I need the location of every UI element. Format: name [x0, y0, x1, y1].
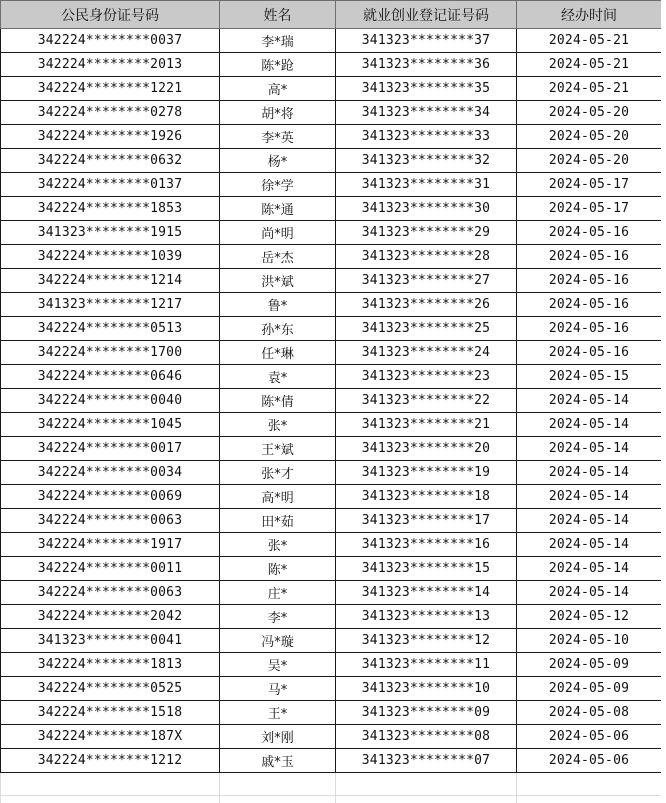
registration-number-cell[interactable]: 341323********22	[336, 389, 517, 413]
registration-number-cell[interactable]: 341323********12	[336, 629, 517, 653]
header-processing-date[interactable]: 经办时间	[517, 1, 662, 29]
table-row	[1, 653, 662, 677]
id-number-cell[interactable]: 342224********0069	[1, 485, 220, 509]
registration-number-cell[interactable]: 341323********21	[336, 413, 517, 437]
registration-number-cell[interactable]: 341323********20	[336, 437, 517, 461]
name-cell[interactable]: 张*	[220, 413, 336, 437]
name-cell[interactable]: 王*斌	[220, 437, 336, 461]
header-row	[1, 1, 662, 29]
processing-date-cell[interactable]: 2024-05-14	[517, 437, 662, 461]
id-number-cell[interactable]: 341323********0041	[1, 629, 220, 653]
id-number-cell[interactable]: 342224********0063	[1, 509, 220, 533]
id-number-cell[interactable]: 342224********2042	[1, 605, 220, 629]
name-cell[interactable]: 胡*将	[220, 101, 336, 125]
empty-row	[1, 773, 662, 796]
registration-number-cell[interactable]: 341323********13	[336, 605, 517, 629]
table-row	[1, 437, 662, 461]
id-number-cell[interactable]: 342224********1700	[1, 341, 220, 365]
table-row	[1, 509, 662, 533]
table-row	[1, 245, 662, 269]
empty-cell[interactable]	[517, 796, 662, 803]
processing-date-cell[interactable]: 2024-05-14	[517, 533, 662, 557]
id-number-cell[interactable]: 341323********1217	[1, 293, 220, 317]
registration-number-cell[interactable]: 341323********18	[336, 485, 517, 509]
id-number-cell[interactable]: 342224********1813	[1, 653, 220, 677]
registration-number-cell[interactable]: 341323********19	[336, 461, 517, 485]
registration-number-cell[interactable]: 341323********26	[336, 293, 517, 317]
processing-date-cell[interactable]: 2024-05-16	[517, 245, 662, 269]
id-number-cell[interactable]: 342224********1917	[1, 533, 220, 557]
processing-date-cell[interactable]: 2024-05-10	[517, 629, 662, 653]
name-cell[interactable]: 高*明	[220, 485, 336, 509]
table-row	[1, 485, 662, 509]
id-number-cell[interactable]: 342224********1221	[1, 77, 220, 101]
table-body	[1, 29, 662, 803]
name-cell[interactable]: 孙*东	[220, 317, 336, 341]
registration-number-cell[interactable]: 341323********09	[336, 701, 517, 725]
table-row	[1, 749, 662, 773]
processing-date-cell[interactable]: 2024-05-16	[517, 341, 662, 365]
table-row	[1, 413, 662, 437]
name-cell[interactable]: 庄*	[220, 581, 336, 605]
table-row	[1, 557, 662, 581]
table-row	[1, 149, 662, 173]
processing-date-cell[interactable]: 2024-05-17	[517, 173, 662, 197]
processing-date-cell[interactable]: 2024-05-16	[517, 221, 662, 245]
table-row	[1, 197, 662, 221]
registration-number-cell[interactable]: 341323********17	[336, 509, 517, 533]
empty-cell[interactable]	[336, 773, 517, 796]
id-number-cell[interactable]: 342224********0034	[1, 461, 220, 485]
registration-number-cell[interactable]: 341323********11	[336, 653, 517, 677]
processing-date-cell[interactable]: 2024-05-21	[517, 53, 662, 77]
registration-number-cell[interactable]: 341323********25	[336, 317, 517, 341]
id-number-cell[interactable]: 342224********1039	[1, 245, 220, 269]
registration-number-cell[interactable]: 341323********10	[336, 677, 517, 701]
name-cell[interactable]: 陈*倩	[220, 389, 336, 413]
name-cell[interactable]: 王*	[220, 701, 336, 725]
name-cell[interactable]: 杨*	[220, 149, 336, 173]
name-cell[interactable]: 吴*	[220, 653, 336, 677]
table-row	[1, 533, 662, 557]
processing-date-cell[interactable]: 2024-05-21	[517, 29, 662, 53]
processing-date-cell[interactable]: 2024-05-16	[517, 269, 662, 293]
name-cell[interactable]: 岳*杰	[220, 245, 336, 269]
empty-cell[interactable]	[517, 773, 662, 796]
registration-number-cell[interactable]: 341323********24	[336, 341, 517, 365]
id-number-cell[interactable]: 342224********0011	[1, 557, 220, 581]
name-cell[interactable]: 洪*斌	[220, 269, 336, 293]
processing-date-cell[interactable]: 2024-05-20	[517, 101, 662, 125]
processing-date-cell[interactable]: 2024-05-14	[517, 509, 662, 533]
table-row	[1, 365, 662, 389]
registration-number-cell[interactable]: 341323********14	[336, 581, 517, 605]
table-row	[1, 293, 662, 317]
registration-number-cell[interactable]: 341323********34	[336, 101, 517, 125]
empty-cell[interactable]	[336, 796, 517, 803]
name-cell[interactable]: 徐*学	[220, 173, 336, 197]
table-row	[1, 605, 662, 629]
name-cell[interactable]: 李*	[220, 605, 336, 629]
registration-number-cell[interactable]: 341323********15	[336, 557, 517, 581]
registration-number-cell[interactable]: 341323********27	[336, 269, 517, 293]
table-row	[1, 77, 662, 101]
header-id-number[interactable]: 公民身份证号码	[1, 1, 220, 29]
table-row	[1, 317, 662, 341]
id-number-cell[interactable]: 342224********2013	[1, 53, 220, 77]
table-row	[1, 101, 662, 125]
processing-date-cell[interactable]: 2024-05-20	[517, 125, 662, 149]
id-number-cell[interactable]: 342224********1212	[1, 749, 220, 773]
registration-number-cell[interactable]: 341323********30	[336, 197, 517, 221]
table-row	[1, 725, 662, 749]
name-cell[interactable]: 李*英	[220, 125, 336, 149]
processing-date-cell[interactable]: 2024-05-14	[517, 413, 662, 437]
empty-cell[interactable]	[220, 796, 336, 803]
id-number-cell[interactable]: 342224********0063	[1, 581, 220, 605]
name-cell[interactable]: 任*琳	[220, 341, 336, 365]
registration-number-cell[interactable]: 341323********28	[336, 245, 517, 269]
id-number-cell[interactable]: 342224********1518	[1, 701, 220, 725]
empty-cell[interactable]	[1, 773, 220, 796]
registration-number-cell[interactable]: 341323********07	[336, 749, 517, 773]
table-row	[1, 221, 662, 245]
id-number-cell[interactable]: 342224********0037	[1, 29, 220, 53]
processing-date-cell[interactable]: 2024-05-14	[517, 485, 662, 509]
id-number-cell[interactable]: 342224********187X	[1, 725, 220, 749]
id-number-cell[interactable]: 342224********0137	[1, 173, 220, 197]
processing-date-cell[interactable]: 2024-05-12	[517, 605, 662, 629]
table-row	[1, 269, 662, 293]
name-cell[interactable]: 尚*明	[220, 221, 336, 245]
id-number-cell[interactable]: 342224********1853	[1, 197, 220, 221]
id-number-cell[interactable]: 342224********1214	[1, 269, 220, 293]
name-cell[interactable]: 陈*跄	[220, 53, 336, 77]
name-cell[interactable]: 刘*刚	[220, 725, 336, 749]
registration-number-cell[interactable]: 341323********37	[336, 29, 517, 53]
processing-date-cell[interactable]: 2024-05-16	[517, 317, 662, 341]
name-cell[interactable]: 田*茹	[220, 509, 336, 533]
id-number-cell[interactable]: 342224********0040	[1, 389, 220, 413]
processing-date-cell[interactable]: 2024-05-09	[517, 653, 662, 677]
processing-date-cell[interactable]: 2024-05-14	[517, 461, 662, 485]
id-number-cell[interactable]: 342224********0646	[1, 365, 220, 389]
sheet-edge	[661, 0, 666, 803]
empty-row	[1, 796, 662, 803]
processing-date-cell[interactable]: 2024-05-17	[517, 197, 662, 221]
name-cell[interactable]: 高*	[220, 77, 336, 101]
id-number-cell[interactable]: 342224********0017	[1, 437, 220, 461]
id-number-cell[interactable]: 342224********0525	[1, 677, 220, 701]
registration-number-cell[interactable]: 341323********32	[336, 149, 517, 173]
id-number-cell[interactable]: 342224********0632	[1, 149, 220, 173]
registration-number-cell[interactable]: 341323********33	[336, 125, 517, 149]
name-cell[interactable]: 陈*通	[220, 197, 336, 221]
name-cell[interactable]: 李*瑞	[220, 29, 336, 53]
name-cell[interactable]: 鲁*	[220, 293, 336, 317]
name-cell[interactable]: 陈*	[220, 557, 336, 581]
table-row	[1, 29, 662, 53]
processing-date-cell[interactable]: 2024-05-09	[517, 677, 662, 701]
name-cell[interactable]: 张*	[220, 533, 336, 557]
id-number-cell[interactable]: 341323********1915	[1, 221, 220, 245]
registration-number-cell[interactable]: 341323********36	[336, 53, 517, 77]
table-row	[1, 125, 662, 149]
table-row	[1, 581, 662, 605]
registration-number-cell[interactable]: 341323********16	[336, 533, 517, 557]
table-row	[1, 53, 662, 77]
name-cell[interactable]: 马*	[220, 677, 336, 701]
registration-number-cell[interactable]: 341323********35	[336, 77, 517, 101]
table-row	[1, 173, 662, 197]
id-number-cell[interactable]: 342224********0278	[1, 101, 220, 125]
processing-date-cell[interactable]: 2024-05-14	[517, 557, 662, 581]
processing-date-cell[interactable]: 2024-05-21	[517, 77, 662, 101]
table-row	[1, 629, 662, 653]
registration-number-cell[interactable]: 341323********31	[336, 173, 517, 197]
processing-date-cell[interactable]: 2024-05-14	[517, 581, 662, 605]
registration-number-cell[interactable]: 341323********08	[336, 725, 517, 749]
registration-number-cell[interactable]: 341323********29	[336, 221, 517, 245]
table-row	[1, 701, 662, 725]
name-cell[interactable]: 袁*	[220, 365, 336, 389]
processing-date-cell[interactable]: 2024-05-15	[517, 365, 662, 389]
name-cell[interactable]: 冯*璇	[220, 629, 336, 653]
processing-date-cell[interactable]: 2024-05-14	[517, 389, 662, 413]
table-row	[1, 389, 662, 413]
table-row	[1, 677, 662, 701]
name-cell[interactable]: 张*才	[220, 461, 336, 485]
header-registration-number[interactable]: 就业创业登记证号码	[336, 1, 517, 29]
table-row	[1, 461, 662, 485]
id-number-cell[interactable]: 342224********0513	[1, 317, 220, 341]
empty-cell[interactable]	[220, 773, 336, 796]
name-cell[interactable]: 戚*玉	[220, 749, 336, 773]
id-number-cell[interactable]: 342224********1926	[1, 125, 220, 149]
header-name[interactable]: 姓名	[220, 1, 336, 29]
processing-date-cell[interactable]: 2024-05-06	[517, 725, 662, 749]
empty-cell[interactable]	[1, 796, 220, 803]
id-number-cell[interactable]: 342224********1045	[1, 413, 220, 437]
processing-date-cell[interactable]: 2024-05-16	[517, 293, 662, 317]
table-row	[1, 341, 662, 365]
processing-date-cell[interactable]: 2024-05-06	[517, 749, 662, 773]
processing-date-cell[interactable]: 2024-05-08	[517, 701, 662, 725]
registration-number-cell[interactable]: 341323********23	[336, 365, 517, 389]
processing-date-cell[interactable]: 2024-05-20	[517, 149, 662, 173]
